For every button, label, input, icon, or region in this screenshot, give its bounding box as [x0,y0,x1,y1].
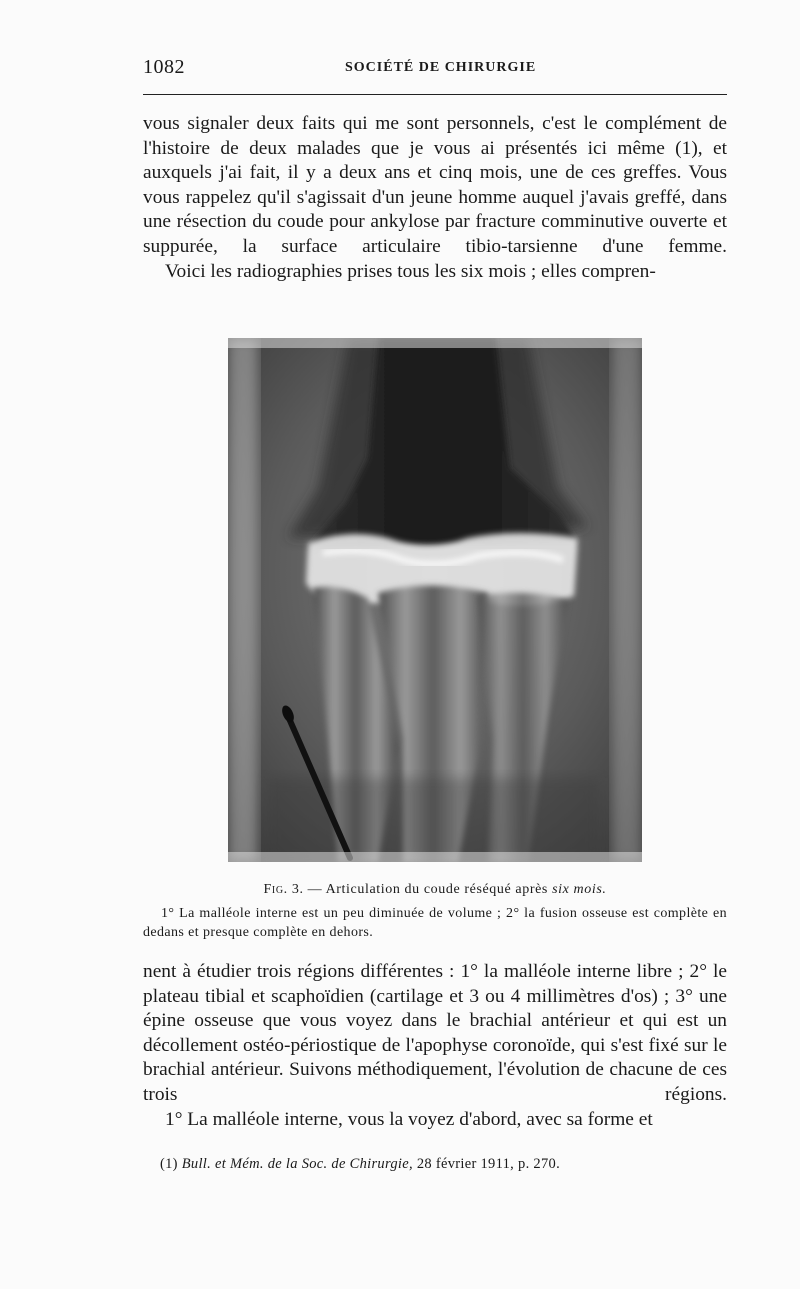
radiograph-figure [228,338,642,862]
figure-caption-title [143,882,727,898]
figure-label: Fig. 3. [263,882,304,897]
paragraph: vous signaler deux faits qui me sont personnels, c'est le complément de l'histoire de deux malades que je vous ai présentés ici même (1), et auxquels j'ai fait, il y a deux ans et cinq mois, une de ces greffes. Vous vous rappelez qu'il s'agissait d'un jeune homme auquel j'avais greffé, dans une résection du coude pour ankylose par fracture comminutive ouverte et suppurée, la surface articulaire tibio-tarsienne d'une femme. [143,113,727,257]
header-rule [143,94,727,95]
radiograph-image [228,338,642,862]
figure-caption-description [143,904,727,942]
footnote [160,1156,730,1173]
page-number: 1082 [143,56,185,78]
running-head: SOCIÉTÉ DE CHIRURGIE [345,60,537,75]
figure-title-text: — Articulation du coude réséqué après [303,882,553,897]
body-text-top [143,112,727,284]
footnote-source: Bull. et Mém. de la Soc. de Chirurgie, [181,1156,413,1172]
paragraph: 1° La malléole interne, vous la voyez d'abord, avec sa forme et [165,1108,653,1130]
footnote-marker: (1) [160,1156,178,1172]
caption-text: 1° La malléole interne est un peu diminuée de volume ; 2° la fusion osseuse est complète en dedans et presque complète en dehors. [143,906,727,940]
body-text-bottom [143,960,727,1132]
paragraph: Voici les radiographies prises tous les six mois ; elles compren- [165,260,656,282]
paragraph: nent à étudier trois régions différentes : 1° la malléole interne libre ; 2° le plateau tibial et scaphoïdien (cartilage et 3 ou 4 millimètres d'os) ; 3° une épine osseuse que vous voyez dans le brachial antérieur et qui est un décollement ostéo-périostique de l'apophyse coronoïde, qui s'est fixé sur le brachial antérieur. Suivons méthodiquement, l'évolution de chacune de ces trois régions. [143,961,727,1105]
figure-title-italic: six mois. [552,882,607,897]
footnote-date-page: 28 février 1911, p. 270. [412,1156,560,1172]
